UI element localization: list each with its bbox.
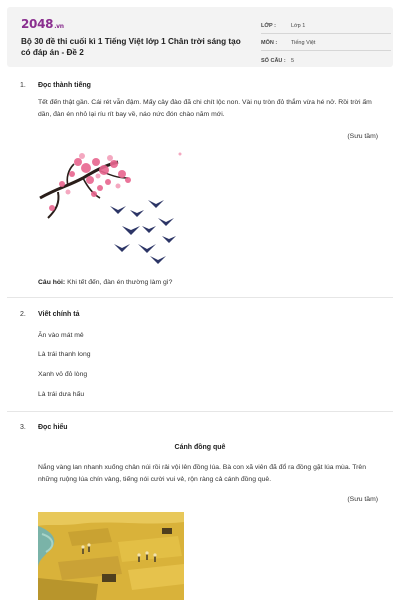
rice-field-harvest-image [38, 512, 184, 600]
section-title: Đọc hiểu [38, 424, 68, 431]
section-3-paragraph: Nắng vàng lan nhanh xuống chân núi rồi rải vội lên đồng lúa. Bà con xã viên đã đổ ra đồng gặt lúa mùa. Trên những ruộng lúa chín vàng, tiếng nói cười vui vẻ, rộn ràng cả cánh đồng quê. [38, 464, 366, 483]
question-text: Khi tết đến, đàn én thường làm gì? [67, 279, 173, 286]
meta-value: Lớp 1 [291, 23, 306, 29]
section-1-heading [20, 82, 91, 89]
section-number: 3. [20, 424, 26, 431]
section-number: 1. [20, 82, 26, 89]
section-title: Đọc thành tiếng [38, 82, 91, 89]
logo-suffix: .vn [54, 23, 64, 30]
section-number: 2. [20, 311, 26, 318]
dictation-line: Ăn vào mát mẻ [38, 332, 84, 339]
meta-row-question-count [261, 53, 391, 68]
exam-title: Bộ 30 đề thi cuối kì 1 Tiếng Việt lớp 1 Chân trời sáng tạo có đáp án - Đề 2 [21, 37, 241, 57]
dictation-line: Là trái thanh long [38, 351, 91, 358]
peach-blossom-swallows-image [38, 148, 184, 268]
section-1-question [38, 279, 172, 286]
meta-key: LỚP : [261, 23, 276, 29]
dictation-line: Xanh vỏ đỏ lòng [38, 371, 88, 378]
meta-key: SỐ CÂU : [261, 57, 286, 64]
exam-header [7, 7, 393, 67]
section-1-paragraph: Tết đến thật gần. Cái rét vẫn đậm. Mấy cây đào đã chi chít lộc non. Vài nụ tròn đỏ thắm vừa hé nở. Rồi trời ấm dần, đàn én nhỏ lại ríu rít bay về, náo nức đón chào năm mới. [38, 99, 372, 118]
meta-value: 5 [291, 57, 295, 64]
section-3-heading [20, 424, 68, 431]
section-divider [7, 411, 393, 412]
section-title: Viết chính tả [38, 311, 80, 318]
meta-row-grade [261, 19, 391, 34]
story-title: Cánh đồng quê [174, 444, 226, 451]
meta-key: MÔN : [261, 40, 278, 46]
site-logo[interactable] [21, 17, 64, 31]
dictation-line: Là trái dưa hấu [38, 391, 85, 398]
meta-row-subject [261, 36, 391, 51]
logo-main: 2048 [21, 17, 54, 31]
section-3-source: (Sưu tầm) [347, 496, 378, 503]
exam-meta [261, 19, 391, 70]
meta-value: Tiếng Việt [291, 40, 316, 46]
question-label: Câu hỏi: [38, 279, 66, 286]
section-divider [7, 297, 393, 298]
section-1-source: (Sưu tầm) [347, 133, 378, 140]
section-2-heading [20, 311, 80, 318]
